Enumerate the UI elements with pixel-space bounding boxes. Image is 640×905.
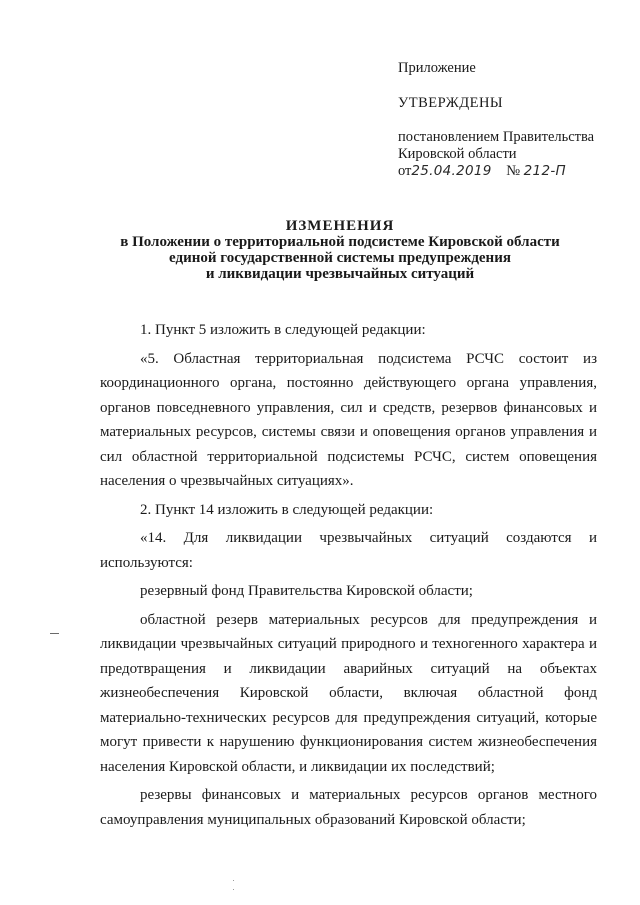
appendix-label: Приложение xyxy=(398,60,476,76)
material-reserve-item: областной резерв материальных ресурсов для предупреждения и ликвидации чрезвычайных ситуаций природного и техногенного характера и предотвращения и ликвидации аварийных ситуаций на объектах жизнеобеспечения Кировской области, включая областной фонд материально-технических ресурсов для предупреждения ситуаций, которые могут привести к нарушению функционирования систем жизнеобеспечения населения Кировской области, и ликвидации их последствий; xyxy=(100,611,597,775)
item2-intro: 2. Пункт 14 изложить в следующей редакции: xyxy=(140,501,434,518)
scan-dot xyxy=(233,889,234,890)
approval-basis-line2: Кировской области xyxy=(398,146,517,162)
title-line2: единой государственной системы предупреждения xyxy=(169,250,511,266)
date-prefix: от xyxy=(398,163,412,179)
item1-intro: 1. Пункт 5 изложить в следующей редакции: xyxy=(140,322,426,338)
handwritten-date: 25.04.2019 xyxy=(411,163,492,179)
reserve-fund-item: резервный фонд Правительства Кировской области; xyxy=(140,583,473,599)
scan-mark xyxy=(50,633,59,634)
item1-text: «5. Областная территориальная подсистема РСЧС состоит из координационного органа, постоянно действующего органа управления, органов повседневного управления, сил и средств, резервов финансовых и материальных ресурсов, системы связи и оповещения органов управления и сил областной территориальной подсистемы РСЧС, систем оповещения населения о чрезвычайных ситуациях». xyxy=(100,350,597,489)
title-line1: в Положении о территориальной подсистеме Кировской области xyxy=(120,234,560,250)
document-title xyxy=(60,218,620,282)
handwritten-number: 212-П xyxy=(523,163,566,179)
approval-basis-line1: постановлением Правительства xyxy=(398,129,595,145)
approval-date-line xyxy=(398,163,634,180)
title-main: ИЗМЕНЕНИЯ xyxy=(285,218,395,234)
document-body xyxy=(100,318,597,832)
approved-label: УТВЕРЖДЕНЫ xyxy=(398,95,504,111)
title-line3: и ликвидации чрезвычайных ситуаций xyxy=(205,266,475,282)
number-prefix: № xyxy=(506,163,521,179)
scan-dot xyxy=(233,880,234,881)
municipal-reserve-item: резервы финансовых и материальных ресурсов органов местного самоуправления муниципальных образований Кировской области; xyxy=(100,787,597,828)
approval-block xyxy=(398,60,634,180)
item2-text: «14. Для ликвидации чрезвычайных ситуаций создаются и используются: xyxy=(100,530,597,571)
